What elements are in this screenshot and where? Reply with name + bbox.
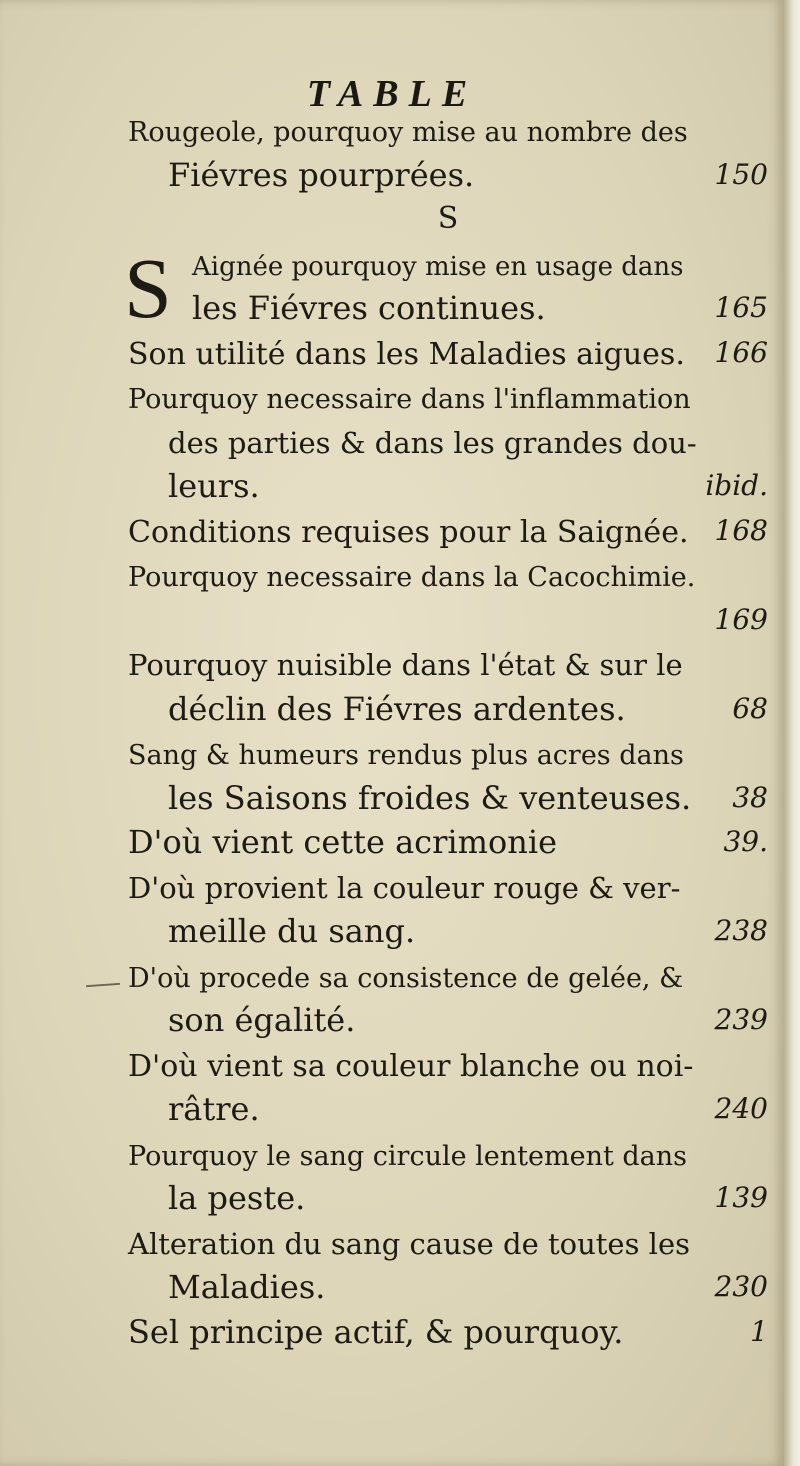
entry-text: la peste. (168, 1179, 306, 1217)
index-line (128, 865, 768, 910)
index-line (128, 998, 768, 1043)
entry-text: les Fiévres continues. (192, 289, 546, 327)
index-line (128, 420, 768, 465)
index-line (128, 598, 768, 643)
entry-text: Aignée pourquoy mise en usage dans (192, 251, 684, 282)
index-line (128, 108, 768, 153)
entry-text: râtre. (168, 1090, 260, 1128)
entry-text: D'où provient la couleur rouge & ver- (128, 870, 681, 905)
page-number: 240 (714, 1092, 768, 1125)
page-number: 230 (714, 1270, 768, 1303)
entry-text: Son utilité dans les Maladies aigues. (128, 336, 685, 372)
page-number: 165 (714, 291, 768, 324)
entry-text: des parties & dans les grandes dou- (168, 425, 697, 460)
entry-text: Rougeole, pourquoy mise au nombre des (128, 117, 688, 148)
page-number: 68 (732, 691, 768, 725)
index-line (128, 509, 768, 554)
entry-text: Pourquoy necessaire dans l'inflammation (128, 384, 691, 415)
index-line (128, 820, 768, 865)
entry-text: D'où vient cette acrimonie (128, 823, 557, 861)
entry-text: leurs. (168, 467, 260, 505)
index-line (128, 776, 768, 821)
entry-text: déclin des Fiévres ardentes. (168, 689, 626, 728)
entry-text: S (437, 201, 459, 236)
index-line (128, 1265, 768, 1310)
page-number: 239 (714, 1003, 768, 1036)
index-line (128, 553, 768, 598)
entry-text: Fiévres pourprées. (168, 155, 475, 194)
index-line (128, 197, 768, 242)
pencil-mark (86, 983, 120, 987)
entry-text: D'où procede sa consistence de gelée, & (128, 962, 684, 994)
index-line (128, 1310, 768, 1355)
index-line (128, 1132, 768, 1177)
index-line (128, 464, 768, 509)
index-line (128, 909, 768, 954)
index-line (128, 153, 768, 198)
drop-cap-letter: S (124, 239, 172, 336)
index-line (128, 1221, 768, 1266)
entry-text: Pourquoy necessaire dans la Cacochimie. (128, 562, 696, 593)
index-line (128, 731, 768, 776)
entry-text: Maladies. (168, 1268, 326, 1306)
index-line (128, 687, 768, 732)
page-number: 150 (714, 157, 768, 191)
page-number: 169 (714, 602, 768, 636)
page-number: 38 (732, 780, 768, 814)
entry-text: Pourquoy nuisible dans l'état & sur le (128, 648, 683, 682)
page-edge (784, 0, 800, 1466)
entry-text: Sel principe actif, & pourquoy. (128, 1312, 624, 1351)
index-line (128, 375, 768, 420)
index-line (128, 642, 768, 687)
page-number: 238 (714, 914, 768, 947)
page-number: 139 (714, 1181, 768, 1214)
index-line (128, 286, 768, 331)
index-line (128, 954, 768, 999)
page-header-title: TABLE (306, 73, 478, 115)
index-entries (124, 108, 768, 1354)
entry-text: Alteration du sang cause de toutes les (128, 1226, 691, 1261)
index-line (128, 1176, 768, 1221)
page-number: 168 (714, 513, 768, 547)
entry-text: Sang & humeurs rendus plus acres dans (128, 740, 684, 771)
entry-text: meille du sang. (168, 912, 416, 950)
index-line (128, 331, 768, 376)
entry-text: les Saisons froides & venteuses. (168, 778, 692, 817)
entry-text: Conditions requises pour la Saignée. (128, 514, 689, 550)
entry-text: son égalité. (168, 1001, 356, 1039)
page-number: ibid. (705, 469, 768, 502)
entry-text: D'où vient sa couleur blanche ou noi- (128, 1048, 694, 1084)
index-line (128, 1043, 768, 1088)
index-line (128, 1087, 768, 1132)
entry-text: Pourquoy le sang circule lentement dans (128, 1140, 688, 1172)
page-number: 166 (714, 335, 768, 369)
page-number: 1 (750, 1314, 768, 1348)
page-number: 39. (723, 825, 768, 858)
